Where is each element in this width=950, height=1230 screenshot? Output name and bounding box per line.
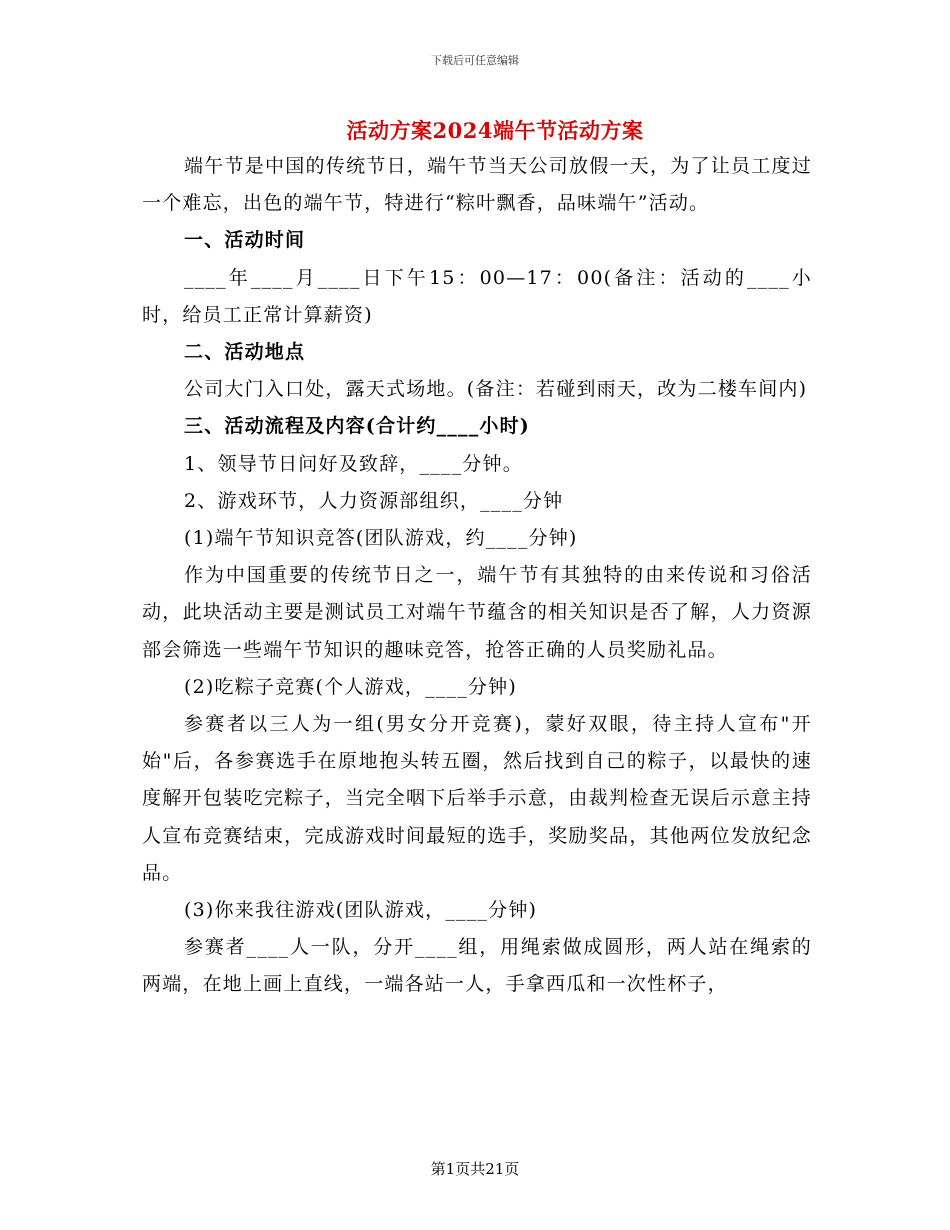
game-desc-zongzi: 参赛者以三人为一组(男女分开竞赛)，蒙好双眼，待主持人宣布"开始"后，各参赛选手在原地抱头转五圈，然后找到自己的粽子，以最快的速度解开包装吃完粽子，当完全咽下后举手示意，由裁判检查无误后示意主持人宣布竞赛结束，完成游戏时间最短的选手，奖励奖品，其他两位发放纪念品。 bbox=[142, 713, 812, 884]
intro-paragraph: 端午节是中国的传统节日，端午节当天公司放假一天，为了让员工度过一个难忘，出色的端午节，特进行“粽叶飘香，品味端午”活动。 bbox=[142, 155, 812, 215]
game-desc-relay: 参赛者____人一队，分开____组，用绳索做成圆形，两人站在绳索的两端，在地上画上直线，一端各站一人，手拿西瓜和一次性杯子， bbox=[142, 936, 812, 996]
document-title: 活动方案2024端午节活动方案 bbox=[346, 118, 644, 143]
section-text-location: 公司大门入口处，露天式场地。(备注：若碰到雨天，改为二楼车间内) bbox=[184, 378, 808, 401]
game-title-quiz: (1)端午节知识竞答(团队游戏，约____分钟) bbox=[184, 527, 578, 550]
section-heading-time: 一、活动时间 bbox=[184, 229, 306, 252]
page-footer: 第1页共21页 bbox=[430, 1160, 520, 1178]
game-title-zongzi: (2)吃粽子竞赛(个人游戏，____分钟) bbox=[184, 675, 517, 698]
process-item-games: 2、游戏环节，人力资源部组织，____分钟 bbox=[184, 489, 564, 512]
process-item-speech: 1、领导节日问好及致辞，____分钟。 bbox=[184, 452, 523, 475]
game-title-relay: (3)你来我往游戏(团队游戏，____分钟) bbox=[184, 899, 538, 922]
section-heading-process: 三、活动流程及内容(合计约____小时) bbox=[184, 415, 530, 438]
section-heading-location: 二、活动地点 bbox=[184, 341, 306, 364]
header-note: 下载后可任意编辑 bbox=[431, 54, 519, 67]
section-text-time: ____年____月____日下午15：00—17：00(备注：活动的____小时，给员工正常计算薪资) bbox=[142, 266, 812, 326]
game-desc-quiz: 作为中国重要的传统节日之一，端午节有其独特的由来传说和习俗活动，此块活动主要是测试员工对端午节蕴含的相关知识是否了解，人力资源部会筛选一些端午节知识的趣味竞答，抢答正确的人员奖励礼品。 bbox=[142, 564, 812, 661]
document-body bbox=[142, 148, 812, 1004]
